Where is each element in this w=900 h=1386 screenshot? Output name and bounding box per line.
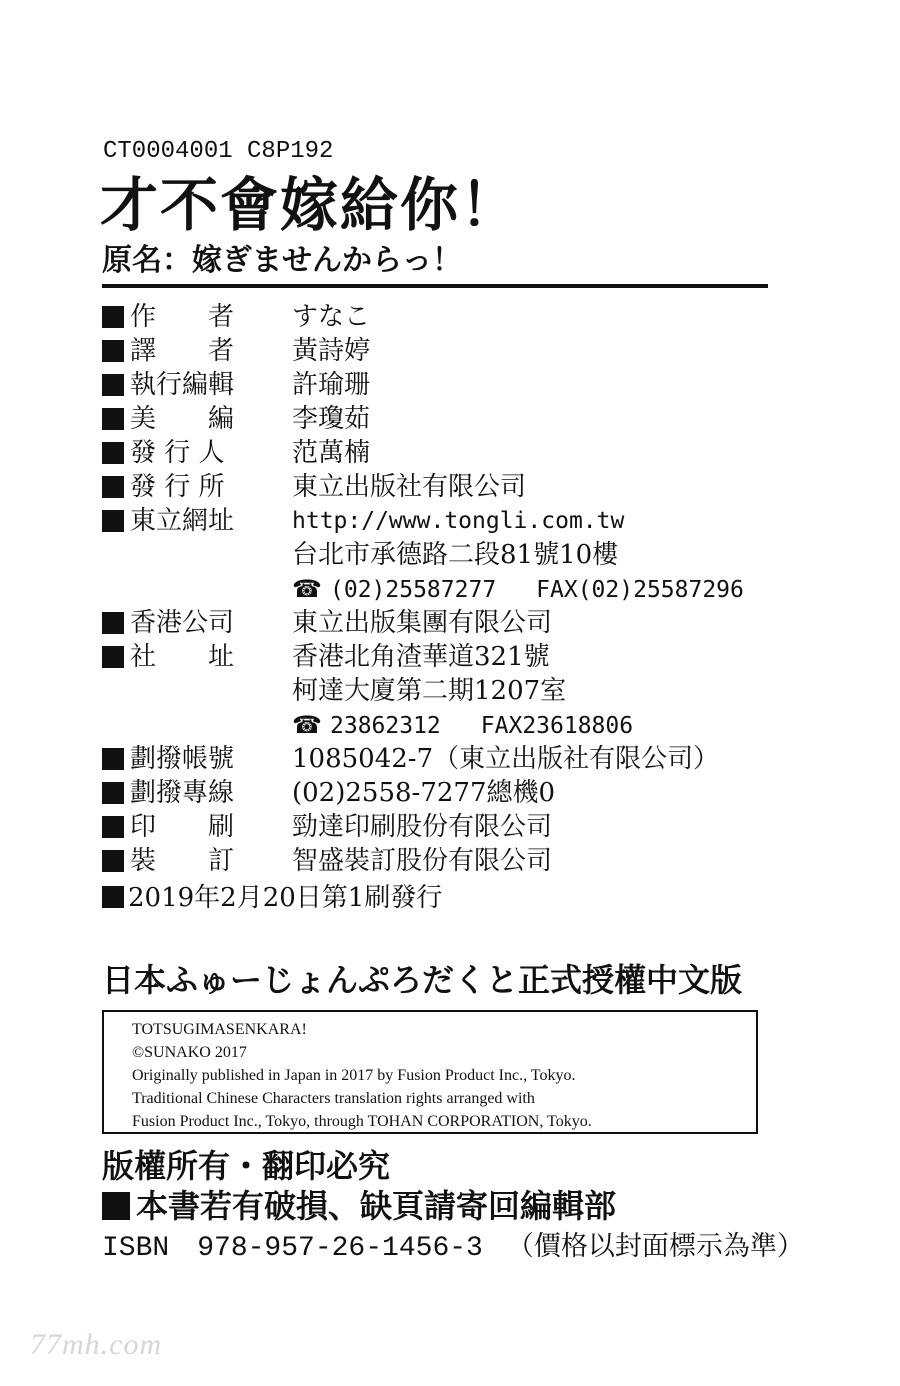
black-square-icon [102, 1192, 130, 1220]
authorized-edition: 日本ふゅーじょんぷろだくと正式授權中文版 [102, 961, 743, 999]
tongli-fax: FAX(02)25587296 [536, 577, 744, 603]
license-line: Fusion Product Inc., Tokyo, through TOHAN CORPORATION, Tokyo. [132, 1113, 592, 1130]
telephone-icon: ☎ [292, 575, 322, 603]
hk-phone: 23862312 [330, 713, 441, 739]
book-title: 才不會嫁給你！ [100, 171, 521, 239]
black-square-icon [102, 612, 124, 634]
tongli-address: 台北市承德路二段81號10樓 [292, 540, 619, 570]
credit-label: 發 行 所 [130, 472, 225, 502]
credit-label: 東立網址 [130, 506, 235, 536]
damage-notice-text: 本書若有破損、缺頁請寄回編輯部 [136, 1187, 617, 1225]
black-square-icon [102, 748, 124, 770]
credit-label: 裝 訂 [130, 846, 235, 876]
credit-label: 印 刷 [130, 812, 235, 842]
license-line: Originally published in Japan in 2017 by Fusion Product Inc., Tokyo. [132, 1067, 576, 1084]
black-square-icon [102, 408, 124, 430]
credit-value: 智盛裝訂股份有限公司 [292, 846, 553, 876]
credit-label: 香港公司 [130, 608, 235, 638]
credit-label: 譯 者 [130, 336, 235, 366]
credit-label: 作 者 [130, 302, 235, 332]
license-line: ©SUNAKO 2017 [132, 1044, 247, 1061]
telephone-icon: ☎ [292, 711, 322, 739]
credit-label: 社 址 [130, 642, 235, 672]
publication-date [102, 881, 442, 915]
price-note: （價格以封面標示為準） [506, 1231, 804, 1262]
black-square-icon [102, 782, 124, 804]
credit-value: 許瑜珊 [292, 370, 371, 400]
catalog-code: CT0004001 C8P192 [103, 138, 334, 165]
credit-value: 勁達印刷股份有限公司 [292, 812, 553, 842]
black-square-icon [102, 646, 124, 668]
black-square-icon [102, 850, 124, 872]
tongli-phone: (02)25587277 [330, 577, 497, 603]
black-square-icon [102, 476, 124, 498]
credit-label: 執行編輯 [130, 370, 235, 400]
black-square-icon [102, 886, 124, 908]
hk-address-line: 香港北角渣華道321號 [292, 642, 550, 672]
credit-value: 1085042-7（東立出版社有限公司） [292, 744, 720, 774]
credit-value: 東立出版社有限公司 [292, 472, 527, 502]
black-square-icon [102, 442, 124, 464]
credit-value: 李瓊茹 [292, 404, 371, 434]
isbn: ISBN 978-957-26-1456-3 [102, 1233, 483, 1264]
credit-value: 東立出版集團有限公司 [292, 608, 553, 638]
copyright-notice: 版權所有・翻印必究 [102, 1147, 391, 1185]
black-square-icon [102, 374, 124, 396]
credit-value: 黃詩婷 [292, 336, 371, 366]
publication-date-text: 2019年2月20日第1刷發行 [128, 883, 443, 913]
hk-contact [292, 708, 633, 743]
black-square-icon [102, 340, 124, 362]
credit-value: (02)2558-7277總機0 [292, 778, 556, 808]
hk-address-line: 柯達大廈第二期1207室 [292, 676, 567, 706]
website-link[interactable]: http://www.tongli.com.tw [292, 508, 625, 534]
credit-label: 發 行 人 [130, 438, 225, 468]
original-title: 原名：嫁ぎませんからっ！ [102, 243, 462, 278]
credit-label: 劃撥專線 [130, 778, 235, 808]
hk-fax: FAX23618806 [480, 713, 634, 739]
credit-label: 劃撥帳號 [130, 744, 235, 774]
damage-notice [102, 1186, 616, 1226]
black-square-icon [102, 510, 124, 532]
watermark: 77mh.com [30, 1328, 163, 1361]
tongli-contact [292, 572, 744, 607]
credit-label: 美 編 [130, 404, 235, 434]
license-line: TOTSUGIMASENKARA! [132, 1021, 307, 1038]
license-box [102, 1010, 758, 1134]
black-square-icon [102, 816, 124, 838]
license-line: Traditional Chinese Characters translation rights arranged with [132, 1090, 535, 1107]
isbn-line [102, 1228, 804, 1267]
credit-value: すなこ [292, 302, 371, 332]
black-square-icon [102, 306, 124, 328]
credit-value: 范萬楠 [292, 438, 371, 468]
title-divider [102, 284, 768, 288]
